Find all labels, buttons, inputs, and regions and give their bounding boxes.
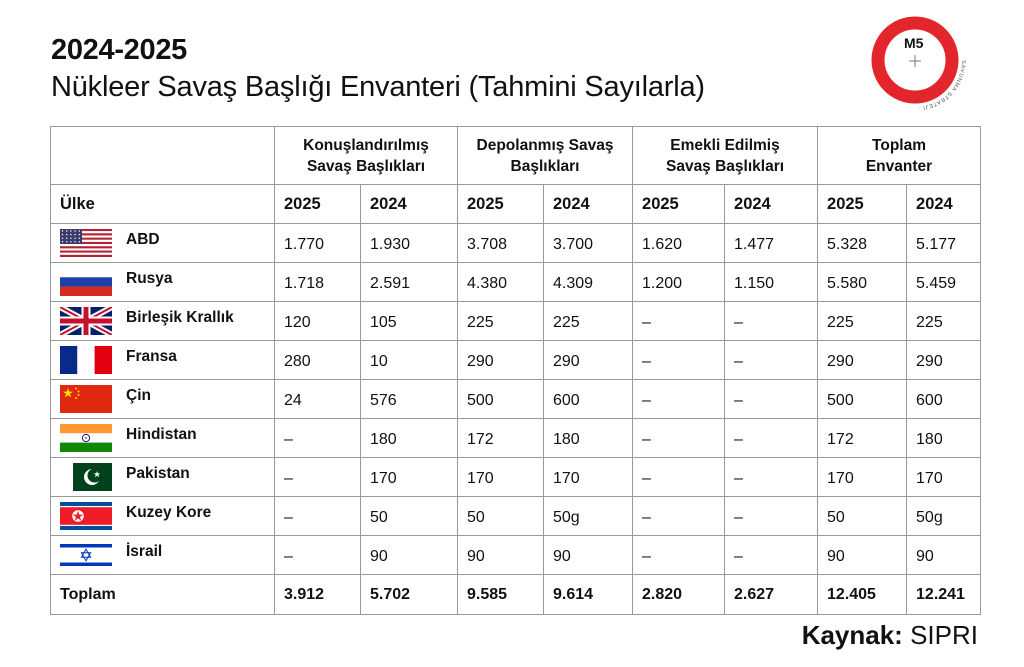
- value-text: 50: [370, 509, 388, 526]
- value-text: 600: [916, 392, 943, 409]
- year-header: 2025: [458, 185, 544, 224]
- country-name: Rusya: [126, 270, 173, 287]
- value-cell: [633, 419, 725, 458]
- source-label: Kaynak:: [801, 620, 903, 650]
- value-text: 50g: [916, 509, 943, 526]
- country-name: Birleşik Krallık: [126, 309, 234, 326]
- value-cell: [633, 263, 725, 302]
- value-text: 3.700: [553, 236, 594, 253]
- value-text: 4.309: [553, 275, 594, 292]
- value-text: 1.150: [734, 275, 775, 292]
- value-cell: [818, 536, 907, 575]
- value-cell: [818, 302, 907, 341]
- country-cell: [51, 302, 275, 341]
- country-cell: [51, 536, 275, 575]
- value-text: –: [284, 470, 293, 487]
- year-header: 2024: [907, 185, 981, 224]
- value-cell: [275, 536, 361, 575]
- value-text: 5.580: [827, 275, 868, 292]
- value-text: 1.930: [370, 236, 411, 253]
- value-cell: [458, 224, 544, 263]
- page-title: Nükleer Savaş Başlığı Envanteri (Tahmini Sayılarla): [51, 71, 705, 103]
- table-row: [51, 419, 981, 458]
- value-text: 170: [827, 470, 854, 487]
- value-cell: [907, 419, 981, 458]
- value-text: 170: [553, 470, 580, 487]
- value-cell: [725, 263, 818, 302]
- country-cell: [51, 458, 275, 497]
- value-cell: [361, 497, 458, 536]
- value-text: 50: [827, 509, 845, 526]
- flag-india-icon: [60, 424, 112, 452]
- value-text: 576: [370, 392, 397, 409]
- value-text: 225: [467, 314, 494, 331]
- flag-israel-icon: [60, 541, 112, 569]
- value-cell: [725, 224, 818, 263]
- value-text: 4.380: [467, 275, 508, 292]
- country-name: Kuzey Kore: [126, 504, 212, 521]
- value-text: 180: [916, 431, 943, 448]
- value-text: –: [734, 509, 743, 526]
- value-text: –: [734, 392, 743, 409]
- country-cell: [51, 263, 275, 302]
- value-text: 500: [827, 392, 854, 409]
- value-cell: [458, 497, 544, 536]
- value-cell: [458, 263, 544, 302]
- value-cell: [818, 224, 907, 263]
- table-row: [51, 458, 981, 497]
- value-text: 120: [284, 314, 311, 331]
- value-cell: [275, 458, 361, 497]
- value-text: –: [734, 431, 743, 448]
- value-text: 50g: [553, 509, 580, 526]
- value-text: –: [734, 353, 743, 370]
- total-label: Toplam: [51, 575, 275, 615]
- value-cell: [818, 341, 907, 380]
- flag-north-korea-icon: [60, 502, 112, 530]
- value-text: –: [642, 392, 651, 409]
- value-text: –: [734, 314, 743, 331]
- value-cell: [725, 458, 818, 497]
- value-text: 170: [370, 470, 397, 487]
- value-cell: [544, 419, 633, 458]
- group-header-total-inventory: Toplam Envanter: [818, 127, 981, 185]
- value-cell: [361, 263, 458, 302]
- value-cell: [633, 302, 725, 341]
- table-row: [51, 380, 981, 419]
- value-cell: [458, 458, 544, 497]
- group-header-retired: Emekli Edilmiş Savaş Başlıkları: [633, 127, 818, 185]
- value-cell: [544, 458, 633, 497]
- value-cell: [275, 497, 361, 536]
- value-cell: [818, 419, 907, 458]
- flag-china-icon: [60, 385, 112, 413]
- value-text: –: [642, 353, 651, 370]
- value-text: –: [642, 509, 651, 526]
- total-cell: 2.820: [633, 575, 725, 615]
- value-text: 225: [553, 314, 580, 331]
- value-cell: [633, 536, 725, 575]
- year-header: 2025: [818, 185, 907, 224]
- country-name: Pakistan: [126, 465, 190, 482]
- value-text: –: [642, 470, 651, 487]
- value-cell: [907, 458, 981, 497]
- table-row: [51, 341, 981, 380]
- value-cell: [361, 380, 458, 419]
- value-cell: [907, 341, 981, 380]
- country-cell: [51, 419, 275, 458]
- table-row: [51, 302, 981, 341]
- value-text: 90: [916, 548, 934, 565]
- value-cell: [361, 458, 458, 497]
- value-text: 290: [553, 353, 580, 370]
- value-text: 90: [370, 548, 388, 565]
- value-text: 290: [467, 353, 494, 370]
- year-header: 2025: [633, 185, 725, 224]
- value-cell: [544, 497, 633, 536]
- value-cell: [725, 341, 818, 380]
- value-text: –: [734, 548, 743, 565]
- total-cell: 9.614: [544, 575, 633, 615]
- group-header-deployed: Konuşlandırılmış Savaş Başlıkları: [275, 127, 458, 185]
- value-cell: [275, 224, 361, 263]
- value-cell: [725, 302, 818, 341]
- value-cell: [458, 536, 544, 575]
- country-name: Hindistan: [126, 426, 197, 443]
- value-cell: [907, 536, 981, 575]
- m5-logo: [870, 14, 980, 114]
- value-cell: [633, 497, 725, 536]
- country-name: Fransa: [126, 348, 177, 365]
- value-cell: [907, 302, 981, 341]
- value-cell: [907, 497, 981, 536]
- value-text: –: [642, 314, 651, 331]
- value-text: 180: [553, 431, 580, 448]
- value-text: 225: [916, 314, 943, 331]
- value-cell: [907, 380, 981, 419]
- table-row: [51, 263, 981, 302]
- value-cell: [544, 302, 633, 341]
- flag-usa-icon: [60, 229, 112, 257]
- value-text: 172: [467, 431, 494, 448]
- value-text: 10: [370, 353, 388, 370]
- value-text: –: [642, 548, 651, 565]
- value-cell: [361, 224, 458, 263]
- empty-corner-cell: [51, 127, 275, 185]
- total-cell: 3.912: [275, 575, 361, 615]
- group-header-stored: Depolanmış Savaş Başlıkları: [458, 127, 633, 185]
- table-row: [51, 536, 981, 575]
- value-cell: [907, 224, 981, 263]
- value-cell: [725, 536, 818, 575]
- value-cell: [458, 302, 544, 341]
- total-cell: 5.702: [361, 575, 458, 615]
- warhead-inventory-table: [50, 126, 981, 615]
- table-row: [51, 497, 981, 536]
- year-header-row: [51, 185, 981, 224]
- value-cell: [818, 497, 907, 536]
- value-text: 1.718: [284, 275, 325, 292]
- value-cell: [544, 380, 633, 419]
- country-name: Çin: [126, 387, 151, 404]
- total-cell: 2.627: [725, 575, 818, 615]
- value-text: 600: [553, 392, 580, 409]
- total-row: [51, 575, 981, 615]
- title-year-range: 2024-2025: [51, 34, 187, 66]
- value-text: 170: [467, 470, 494, 487]
- value-text: –: [284, 509, 293, 526]
- svg-text:SAVUNMA STRATEJİ · 1974 TEN BE: SAVUNMA STRATEJİ ·: [917, 59, 967, 111]
- table-row: [51, 224, 981, 263]
- value-text: 1.770: [284, 236, 325, 253]
- value-cell: [544, 224, 633, 263]
- total-cell: 12.241: [907, 575, 981, 615]
- value-cell: [725, 380, 818, 419]
- value-cell: [361, 536, 458, 575]
- value-cell: [907, 263, 981, 302]
- year-header: 2024: [361, 185, 458, 224]
- country-cell: [51, 497, 275, 536]
- total-cell: 12.405: [818, 575, 907, 615]
- value-cell: [818, 458, 907, 497]
- value-cell: [633, 341, 725, 380]
- country-column-header: Ülke: [51, 185, 275, 224]
- source-value: SIPRI: [910, 620, 978, 650]
- value-cell: [275, 419, 361, 458]
- value-text: 290: [916, 353, 943, 370]
- year-header: 2025: [275, 185, 361, 224]
- value-cell: [725, 497, 818, 536]
- value-cell: [458, 341, 544, 380]
- value-cell: [275, 302, 361, 341]
- country-name: ABD: [126, 231, 160, 248]
- value-cell: [544, 341, 633, 380]
- value-text: 1.477: [734, 236, 775, 253]
- value-text: 105: [370, 314, 397, 331]
- value-text: 172: [827, 431, 854, 448]
- total-cell: 9.585: [458, 575, 544, 615]
- value-cell: [544, 536, 633, 575]
- value-text: –: [284, 548, 293, 565]
- value-cell: [458, 419, 544, 458]
- value-text: 1.200: [642, 275, 683, 292]
- value-text: 24: [284, 392, 302, 409]
- value-cell: [818, 263, 907, 302]
- value-text: 500: [467, 392, 494, 409]
- value-text: –: [734, 470, 743, 487]
- value-cell: [818, 380, 907, 419]
- value-text: 3.708: [467, 236, 508, 253]
- value-text: –: [284, 431, 293, 448]
- value-cell: [633, 380, 725, 419]
- flag-france-icon: [60, 346, 112, 374]
- year-header: 2024: [725, 185, 818, 224]
- value-cell: [361, 341, 458, 380]
- country-cell: [51, 224, 275, 263]
- value-cell: [275, 263, 361, 302]
- source-note: [802, 620, 978, 651]
- value-text: 225: [827, 314, 854, 331]
- value-text: 90: [467, 548, 485, 565]
- value-text: 50: [467, 509, 485, 526]
- value-cell: [458, 380, 544, 419]
- value-text: 90: [553, 548, 571, 565]
- value-cell: [633, 458, 725, 497]
- value-text: 5.177: [916, 236, 957, 253]
- country-name: İsrail: [126, 543, 163, 560]
- flag-uk-icon: [60, 307, 112, 335]
- flag-russia-icon: [60, 268, 112, 296]
- group-header-row: [51, 127, 981, 185]
- flag-pakistan-icon: [60, 463, 112, 491]
- country-cell: [51, 380, 275, 419]
- value-text: –: [642, 431, 651, 448]
- value-cell: [361, 419, 458, 458]
- value-cell: [361, 302, 458, 341]
- value-text: 5.328: [827, 236, 868, 253]
- value-cell: [633, 224, 725, 263]
- value-text: 280: [284, 353, 311, 370]
- value-text: 1.620: [642, 236, 683, 253]
- value-cell: [275, 341, 361, 380]
- value-text: 290: [827, 353, 854, 370]
- value-text: 180: [370, 431, 397, 448]
- value-cell: [275, 380, 361, 419]
- country-cell: [51, 341, 275, 380]
- value-text: 5.459: [916, 275, 957, 292]
- svg-text:M5: M5: [904, 35, 924, 51]
- value-cell: [725, 419, 818, 458]
- value-text: 170: [916, 470, 943, 487]
- value-cell: [544, 263, 633, 302]
- year-header: 2024: [544, 185, 633, 224]
- value-text: 2.591: [370, 275, 411, 292]
- value-text: 90: [827, 548, 845, 565]
